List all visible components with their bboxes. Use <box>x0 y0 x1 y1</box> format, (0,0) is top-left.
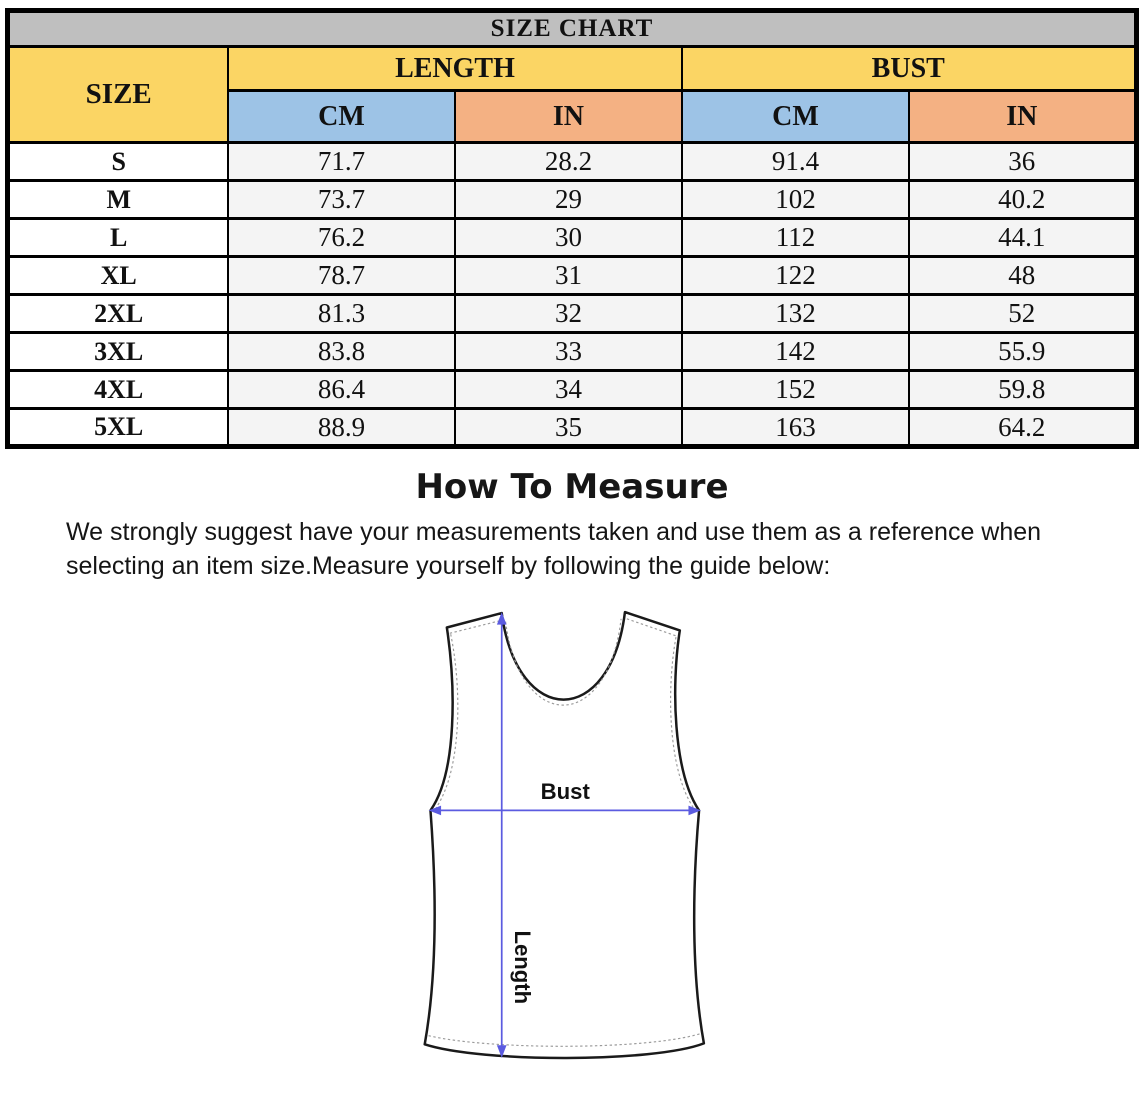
description-line-2: selecting an item size.Measure yourself by following the guide below: <box>66 552 831 580</box>
measurement-value: 78.7 <box>228 257 455 295</box>
measurement-value: 91.4 <box>682 143 909 181</box>
size-label: S <box>8 143 228 181</box>
length-group-header: LENGTH <box>228 47 682 91</box>
measurement-value: 55.9 <box>909 333 1136 371</box>
measurement-value: 88.9 <box>228 409 455 447</box>
table-title-row <box>8 11 1136 47</box>
size-label: L <box>8 219 228 257</box>
measurement-value: 102 <box>682 181 909 219</box>
bust-in-header: IN <box>909 91 1136 143</box>
table-row <box>8 371 1136 409</box>
table-row <box>8 219 1136 257</box>
tank-top-illustration <box>387 589 757 1079</box>
measurement-value: 44.1 <box>909 219 1136 257</box>
measurement-value: 34 <box>455 371 682 409</box>
measurement-value: 59.8 <box>909 371 1136 409</box>
length-in-header: IN <box>455 91 682 143</box>
measurement-value: 32 <box>455 295 682 333</box>
size-label: 5XL <box>8 409 228 447</box>
table-row <box>8 333 1136 371</box>
bust-label: Bust <box>540 778 590 804</box>
measurement-value: 122 <box>682 257 909 295</box>
length-cm-header: CM <box>228 91 455 143</box>
size-chart-table <box>5 8 1138 449</box>
description-line-1: We strongly suggest have your measurements taken and use them as a reference when <box>66 518 1042 546</box>
measurement-value: 71.7 <box>228 143 455 181</box>
measurement-value: 163 <box>682 409 909 447</box>
length-label: Length <box>510 930 536 1005</box>
measurement-value: 28.2 <box>455 143 682 181</box>
size-label: M <box>8 181 228 219</box>
measurement-value: 142 <box>682 333 909 371</box>
table-row <box>8 181 1136 219</box>
measurement-value: 30 <box>455 219 682 257</box>
size-table-body <box>8 143 1136 447</box>
measurement-diagram <box>387 589 757 1084</box>
measurement-value: 76.2 <box>228 219 455 257</box>
measurement-value: 48 <box>909 257 1136 295</box>
measurement-value: 29 <box>455 181 682 219</box>
tank-top-outline <box>425 612 704 1058</box>
size-label: XL <box>8 257 228 295</box>
table-row <box>8 257 1136 295</box>
size-chart-page <box>0 8 1144 1112</box>
measurement-value: 52 <box>909 295 1136 333</box>
measurement-value: 40.2 <box>909 181 1136 219</box>
how-to-measure-title: How To Measure <box>415 467 729 507</box>
bust-cm-header: CM <box>682 91 909 143</box>
measurement-value: 81.3 <box>228 295 455 333</box>
measurement-value: 152 <box>682 371 909 409</box>
measurement-value: 33 <box>455 333 682 371</box>
measurement-value: 31 <box>455 257 682 295</box>
bust-group-header: BUST <box>682 47 1136 91</box>
how-to-measure-description <box>66 515 1104 583</box>
measurement-value: 132 <box>682 295 909 333</box>
measurement-value: 112 <box>682 219 909 257</box>
group-header-row <box>8 47 1136 91</box>
size-label: 2XL <box>8 295 228 333</box>
measurement-value: 36 <box>909 143 1136 181</box>
measurement-value: 86.4 <box>228 371 455 409</box>
table-title: SIZE CHART <box>8 11 1136 47</box>
size-label: 3XL <box>8 333 228 371</box>
measurement-value: 83.8 <box>228 333 455 371</box>
size-label: 4XL <box>8 371 228 409</box>
table-row <box>8 409 1136 447</box>
measurement-value: 64.2 <box>909 409 1136 447</box>
table-row <box>8 143 1136 181</box>
measurement-value: 73.7 <box>228 181 455 219</box>
measurement-value: 35 <box>455 409 682 447</box>
size-column-header: SIZE <box>8 47 228 143</box>
table-row <box>8 295 1136 333</box>
